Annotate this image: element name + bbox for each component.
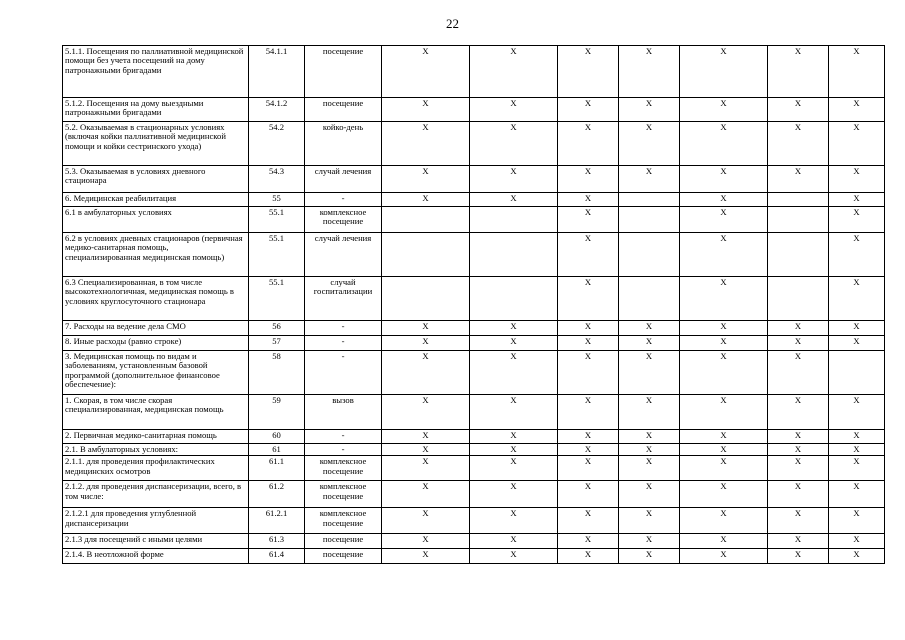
row-unit-cell: случай госпитализации: [305, 277, 382, 321]
mark-cell: X: [768, 444, 829, 456]
mark-cell: X: [470, 481, 558, 508]
row-unit-cell: -: [305, 336, 382, 351]
mark-cell: X: [470, 122, 558, 166]
mark-cell: X: [470, 351, 558, 395]
table-row: [63, 98, 885, 122]
mark-cell: X: [470, 98, 558, 122]
row-unit-cell: посещение: [305, 534, 382, 549]
mark-cell: X: [558, 549, 619, 564]
mark-cell: X: [619, 122, 680, 166]
row-code-cell: 61.2: [249, 481, 305, 508]
mark-cell: X: [558, 481, 619, 508]
mark-cell: X: [558, 193, 619, 207]
mark-cell: X: [558, 430, 619, 444]
row-name-cell: 2.1.1. для проведения профилактических медицинских осмотров: [63, 456, 249, 481]
row-unit-cell: случай лечения: [305, 233, 382, 277]
mark-cell: X: [829, 481, 885, 508]
row-code-cell: 59: [249, 395, 305, 430]
mark-cell: X: [558, 277, 619, 321]
row-name-cell: 1. Скорая, в том числе скорая специализированная, медицинская помощь: [63, 395, 249, 430]
mark-cell: X: [680, 395, 768, 430]
row-name-cell: 5.3. Оказываемая в условиях дневного стационара: [63, 166, 249, 193]
row-code-cell: 55: [249, 193, 305, 207]
mark-cell: X: [680, 456, 768, 481]
mark-cell: X: [470, 193, 558, 207]
table-row: [63, 233, 885, 277]
mark-cell: [619, 277, 680, 321]
mark-cell: X: [619, 456, 680, 481]
mark-cell: X: [470, 321, 558, 336]
mark-cell: X: [558, 166, 619, 193]
mark-cell: [619, 233, 680, 277]
mark-cell: X: [382, 430, 470, 444]
mark-cell: X: [558, 444, 619, 456]
mark-cell: X: [558, 508, 619, 534]
mark-cell: X: [768, 534, 829, 549]
mark-cell: [470, 233, 558, 277]
row-code-cell: 54.2: [249, 122, 305, 166]
mark-cell: X: [680, 46, 768, 98]
mark-cell: X: [470, 46, 558, 98]
row-code-cell: 54.1.2: [249, 98, 305, 122]
mark-cell: X: [680, 277, 768, 321]
table-row: [63, 395, 885, 430]
table-row: [63, 336, 885, 351]
mark-cell: X: [382, 549, 470, 564]
mark-cell: X: [619, 508, 680, 534]
mark-cell: X: [558, 98, 619, 122]
mark-cell: X: [768, 549, 829, 564]
row-code-cell: 54.3: [249, 166, 305, 193]
mark-cell: X: [470, 508, 558, 534]
mark-cell: X: [829, 321, 885, 336]
table-row: [63, 534, 885, 549]
row-unit-cell: посещение: [305, 98, 382, 122]
row-code-cell: 61.1: [249, 456, 305, 481]
table-row: [63, 207, 885, 233]
mark-cell: X: [680, 336, 768, 351]
table-row: [63, 430, 885, 444]
mark-cell: [382, 277, 470, 321]
mark-cell: X: [829, 444, 885, 456]
mark-cell: X: [470, 430, 558, 444]
row-code-cell: 55.1: [249, 277, 305, 321]
row-unit-cell: -: [305, 193, 382, 207]
mark-cell: X: [382, 321, 470, 336]
data-table: [62, 45, 885, 564]
mark-cell: X: [768, 98, 829, 122]
mark-cell: X: [619, 430, 680, 444]
mark-cell: X: [829, 430, 885, 444]
row-code-cell: 55.1: [249, 233, 305, 277]
mark-cell: X: [470, 456, 558, 481]
mark-cell: X: [680, 534, 768, 549]
mark-cell: X: [680, 430, 768, 444]
mark-cell: [768, 233, 829, 277]
mark-cell: X: [619, 46, 680, 98]
mark-cell: X: [829, 336, 885, 351]
mark-cell: X: [829, 456, 885, 481]
row-code-cell: 56: [249, 321, 305, 336]
mark-cell: X: [768, 481, 829, 508]
row-code-cell: 61.3: [249, 534, 305, 549]
mark-cell: X: [382, 456, 470, 481]
mark-cell: X: [558, 233, 619, 277]
mark-cell: X: [470, 166, 558, 193]
row-name-cell: 2.1.3 для посещений с иными целями: [63, 534, 249, 549]
row-name-cell: 2.1.4. В неотложной форме: [63, 549, 249, 564]
mark-cell: X: [768, 456, 829, 481]
mark-cell: X: [829, 508, 885, 534]
mark-cell: X: [768, 321, 829, 336]
table-row: [63, 46, 885, 98]
table-body: [63, 46, 885, 564]
row-code-cell: 54.1.1: [249, 46, 305, 98]
mark-cell: X: [470, 549, 558, 564]
table-row: [63, 444, 885, 456]
mark-cell: X: [382, 481, 470, 508]
mark-cell: X: [382, 98, 470, 122]
row-unit-cell: -: [305, 444, 382, 456]
mark-cell: X: [829, 98, 885, 122]
mark-cell: X: [768, 336, 829, 351]
mark-cell: X: [768, 395, 829, 430]
mark-cell: X: [470, 395, 558, 430]
row-code-cell: 60: [249, 430, 305, 444]
mark-cell: X: [680, 233, 768, 277]
mark-cell: X: [680, 207, 768, 233]
table-row: [63, 481, 885, 508]
mark-cell: X: [558, 321, 619, 336]
mark-cell: X: [558, 456, 619, 481]
row-code-cell: 61: [249, 444, 305, 456]
row-unit-cell: -: [305, 321, 382, 336]
mark-cell: X: [680, 193, 768, 207]
mark-cell: X: [829, 233, 885, 277]
mark-cell: X: [829, 395, 885, 430]
mark-cell: [619, 207, 680, 233]
mark-cell: X: [768, 122, 829, 166]
mark-cell: X: [382, 351, 470, 395]
row-name-cell: 6.1 в амбулаторных условиях: [63, 207, 249, 233]
row-name-cell: 2.1.2. для проведения диспансеризации, всего, в том числе:: [63, 481, 249, 508]
mark-cell: X: [470, 534, 558, 549]
table-row: [63, 351, 885, 395]
mark-cell: X: [558, 351, 619, 395]
mark-cell: X: [619, 481, 680, 508]
mark-cell: X: [829, 534, 885, 549]
mark-cell: X: [619, 166, 680, 193]
mark-cell: X: [619, 444, 680, 456]
mark-cell: [619, 193, 680, 207]
mark-cell: X: [558, 336, 619, 351]
row-unit-cell: -: [305, 351, 382, 395]
mark-cell: X: [558, 46, 619, 98]
mark-cell: X: [680, 549, 768, 564]
row-name-cell: 5.2. Оказываемая в стационарных условиях (включая койки паллиативной медицинской помощи и койки сестринского ухода): [63, 122, 249, 166]
mark-cell: X: [829, 277, 885, 321]
mark-cell: X: [382, 508, 470, 534]
row-name-cell: 6.2 в условиях дневных стационаров (первичная медико-санитарная помощь, специализированная медицинская помощь): [63, 233, 249, 277]
mark-cell: X: [680, 122, 768, 166]
mark-cell: X: [558, 534, 619, 549]
mark-cell: [382, 207, 470, 233]
mark-cell: X: [382, 444, 470, 456]
row-unit-cell: -: [305, 430, 382, 444]
row-name-cell: 3. Медицинская помощь по видам и заболеваниям, установленным базовой программой (дополнительное финансовое обеспечение):: [63, 351, 249, 395]
table-row: [63, 549, 885, 564]
mark-cell: X: [619, 395, 680, 430]
mark-cell: X: [382, 534, 470, 549]
row-unit-cell: случай лечения: [305, 166, 382, 193]
mark-cell: X: [382, 193, 470, 207]
mark-cell: [382, 233, 470, 277]
mark-cell: X: [680, 508, 768, 534]
mark-cell: X: [829, 207, 885, 233]
mark-cell: X: [829, 166, 885, 193]
mark-cell: X: [619, 336, 680, 351]
mark-cell: [470, 207, 558, 233]
table-row: [63, 193, 885, 207]
row-name-cell: 2. Первичная медико-санитарная помощь: [63, 430, 249, 444]
row-unit-cell: посещение: [305, 549, 382, 564]
mark-cell: X: [619, 351, 680, 395]
row-code-cell: 61.4: [249, 549, 305, 564]
row-unit-cell: вызов: [305, 395, 382, 430]
mark-cell: X: [619, 549, 680, 564]
mark-cell: X: [829, 46, 885, 98]
table-row: [63, 277, 885, 321]
table-row: [63, 122, 885, 166]
mark-cell: X: [680, 321, 768, 336]
mark-cell: X: [768, 430, 829, 444]
row-name-cell: 6. Медицинская реабилитация: [63, 193, 249, 207]
mark-cell: X: [382, 46, 470, 98]
mark-cell: X: [558, 395, 619, 430]
mark-cell: X: [829, 549, 885, 564]
row-name-cell: 2.1.2.1 для проведения углубленной диспансеризации: [63, 508, 249, 534]
mark-cell: X: [470, 444, 558, 456]
mark-cell: X: [558, 122, 619, 166]
table-row: [63, 321, 885, 336]
row-unit-cell: койко-день: [305, 122, 382, 166]
row-unit-cell: комплексное посещение: [305, 481, 382, 508]
mark-cell: X: [829, 122, 885, 166]
mark-cell: X: [680, 351, 768, 395]
mark-cell: X: [768, 351, 829, 395]
row-code-cell: 57: [249, 336, 305, 351]
table-row: [63, 508, 885, 534]
mark-cell: X: [680, 166, 768, 193]
mark-cell: X: [558, 207, 619, 233]
table-row: [63, 166, 885, 193]
mark-cell: X: [619, 98, 680, 122]
row-name-cell: 7. Расходы на ведение дела СМО: [63, 321, 249, 336]
mark-cell: [768, 207, 829, 233]
mark-cell: X: [680, 481, 768, 508]
row-unit-cell: комплексное посещение: [305, 207, 382, 233]
mark-cell: [768, 193, 829, 207]
mark-cell: X: [680, 444, 768, 456]
row-unit-cell: посещение: [305, 46, 382, 98]
row-unit-cell: комплексное посещение: [305, 508, 382, 534]
mark-cell: [470, 277, 558, 321]
mark-cell: X: [829, 193, 885, 207]
table-row: [63, 456, 885, 481]
mark-cell: X: [382, 395, 470, 430]
mark-cell: X: [768, 46, 829, 98]
row-name-cell: 2.1. В амбулаторных условиях:: [63, 444, 249, 456]
mark-cell: X: [768, 166, 829, 193]
row-code-cell: 58: [249, 351, 305, 395]
mark-cell: X: [768, 508, 829, 534]
row-name-cell: 5.1.1. Посещения по паллиативной медицинской помощи без учета посещений на дому патронажными бригадами: [63, 46, 249, 98]
mark-cell: X: [470, 336, 558, 351]
mark-cell: X: [382, 166, 470, 193]
mark-cell: X: [382, 336, 470, 351]
row-name-cell: 6.3 Специализированная, в том числе высокотехнологичная, медицинская помощь в условиях круглосуточного стационара: [63, 277, 249, 321]
mark-cell: X: [382, 122, 470, 166]
row-name-cell: 8. Иные расходы (равно строке): [63, 336, 249, 351]
row-unit-cell: комплексное посещение: [305, 456, 382, 481]
page-number: 22: [446, 16, 459, 31]
mark-cell: X: [619, 534, 680, 549]
row-name-cell: 5.1.2. Посещения на дому выездными патронажными бригадами: [63, 98, 249, 122]
mark-cell: X: [680, 98, 768, 122]
mark-cell: [829, 351, 885, 395]
row-code-cell: 55.1: [249, 207, 305, 233]
mark-cell: [768, 277, 829, 321]
mark-cell: X: [619, 321, 680, 336]
row-code-cell: 61.2.1: [249, 508, 305, 534]
